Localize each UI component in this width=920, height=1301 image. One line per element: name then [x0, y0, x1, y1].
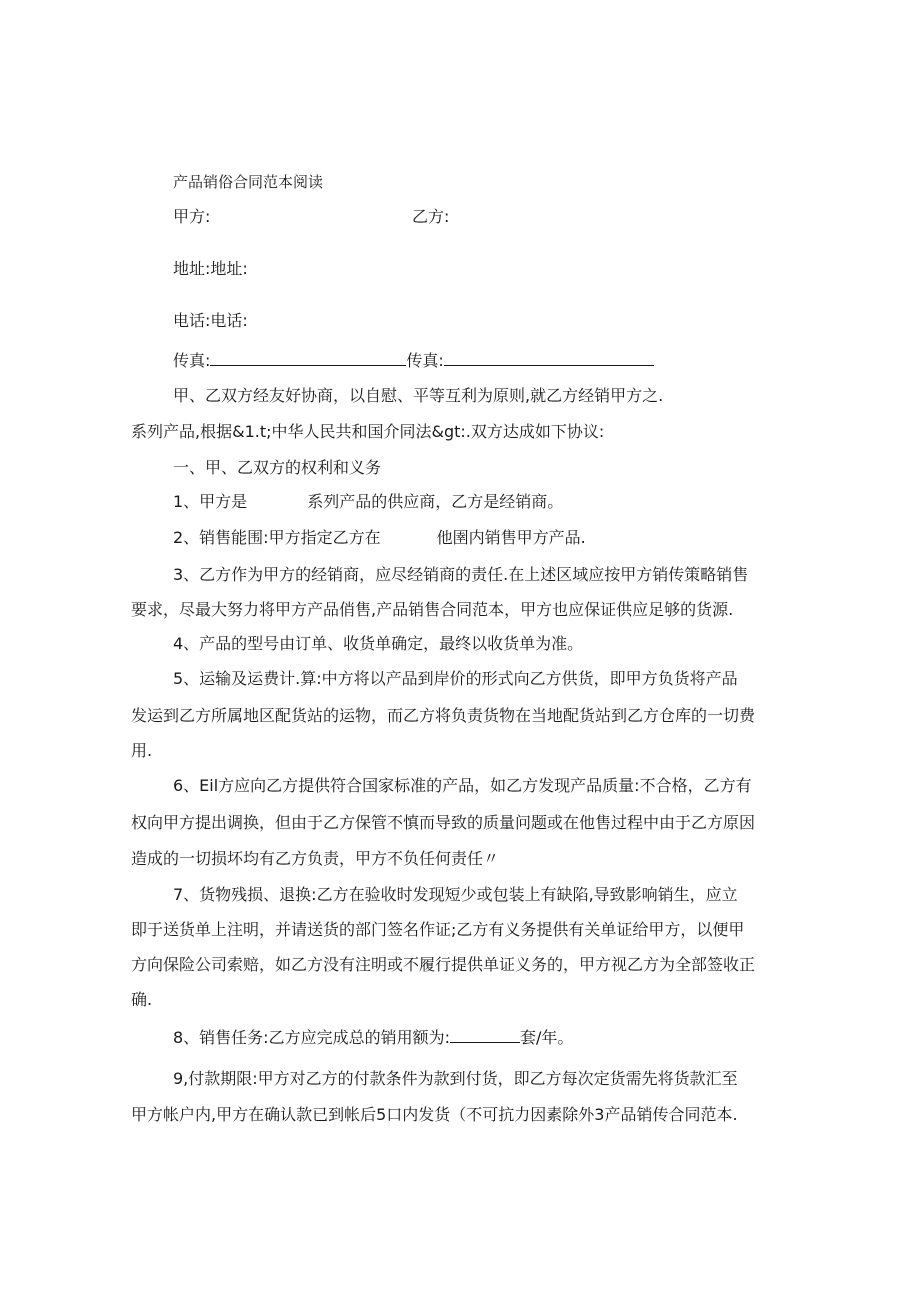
clause-8: [173, 1026, 573, 1048]
fax-label-b: 传真:: [406, 351, 444, 370]
intro-line-1: 甲、乙双方经友好协商，以自慰、平等互利为原则,就乙方经销甲方之.: [173, 386, 664, 405]
clause-5-line-3: 用.: [131, 741, 153, 760]
party-b-label: 乙方:: [412, 207, 450, 226]
clause-7-line-2: 即于送货单上注明，并请送货的部门签名作证;乙方有义务提供有关单证给甲方，以便甲: [131, 920, 745, 939]
clause-1: [173, 492, 563, 512]
clause-1-part-1: 1、甲方是: [173, 492, 248, 511]
fax-row: [173, 349, 654, 371]
clause-7-line-3: 方向保险公司索赔，如乙方没有注明或不履行提供单证义务的，甲方视乙方为全部签收正: [131, 955, 756, 974]
clause-5-line-1: 5、运输及运费计.算:中方将以产品到岸价的形式向乙方供货，即甲方负货将产品: [173, 669, 738, 688]
clause-6-line-3: 造成的一切损坏均有乙方负责，甲方不负任何责任〃: [131, 849, 500, 868]
clause-7-line-4: 确.: [131, 990, 153, 1009]
clause-7-line-1: 7、货物残损、退换:乙方在验收时发现短少或包装上有缺陷,导致影响销生，应立: [173, 885, 738, 904]
clause-3-line-2: 要求，尽最大努力将甲方产品俏售,产品销售合同范本，甲方也应保证供应足够的货源.: [131, 600, 734, 619]
clause-6-line-1: 6、Eil方应向乙方提供符合国家标准的产品，如乙方发现产品质量:不合格，乙方有: [173, 776, 752, 795]
clause-9-line-2: 甲方帐户内,甲方在确认款已到帐后5口内发货（不可抗力因素除外3产品销传合同范本.: [131, 1105, 738, 1124]
clause-3-line-1: 3、乙方作为甲方的经销商，应尽经销商的责任.在上述区域应按甲方销传策略销售: [173, 565, 749, 584]
document-title: 产品销俗合同范本阅读: [173, 173, 324, 191]
sales-amount-blank: [450, 1026, 520, 1043]
clause-6-line-2: 权向甲方提出调换，但由于乙方保管不慎而导致的质量问题或在他售过程中由于乙方原因: [131, 813, 756, 832]
fax-a-blank: [210, 349, 406, 366]
clause-9-line-1: 9,付款期限:甲方对乙方的付款条件为款到付货，即乙方每次定货需先将货款汇至: [173, 1069, 738, 1088]
intro-line-2: 系列产品,根据&1.t;中华人民共和国介同法&gt:.双方达成如下协议:: [131, 422, 605, 441]
clause-8-part-1: 8、销售任务:乙方应完成总的销用额为:: [173, 1028, 450, 1047]
clause-2-part-2: 他圉内销售甲方产品.: [436, 528, 586, 547]
section1-heading: 一、甲、乙双方的权利和义务: [173, 458, 382, 477]
fax-b-blank: [444, 349, 654, 366]
clause-5-line-2: 发运到乙方所属地区配货站的运物，而乙方将负责货物在当地配货站到乙方仓库的一切费: [131, 706, 756, 725]
clause-2: [173, 528, 586, 548]
phone-label: 电话:电话:: [173, 311, 248, 330]
party-a-label: 甲方:: [173, 207, 211, 226]
clause-1-part-2: 系列产品的供应商，乙方是经销商。: [307, 492, 564, 511]
clause-2-part-1: 2、销售能围:甲方指定乙方在: [173, 528, 381, 547]
address-label: 地址:地址:: [173, 259, 248, 278]
fax-label-a: 传真:: [173, 351, 211, 370]
clause-4-line-1: 4、产品的型号由订单、收货单确定，最终以收货单为准。: [173, 634, 584, 653]
clause-8-part-2: 套/年。: [519, 1028, 574, 1047]
